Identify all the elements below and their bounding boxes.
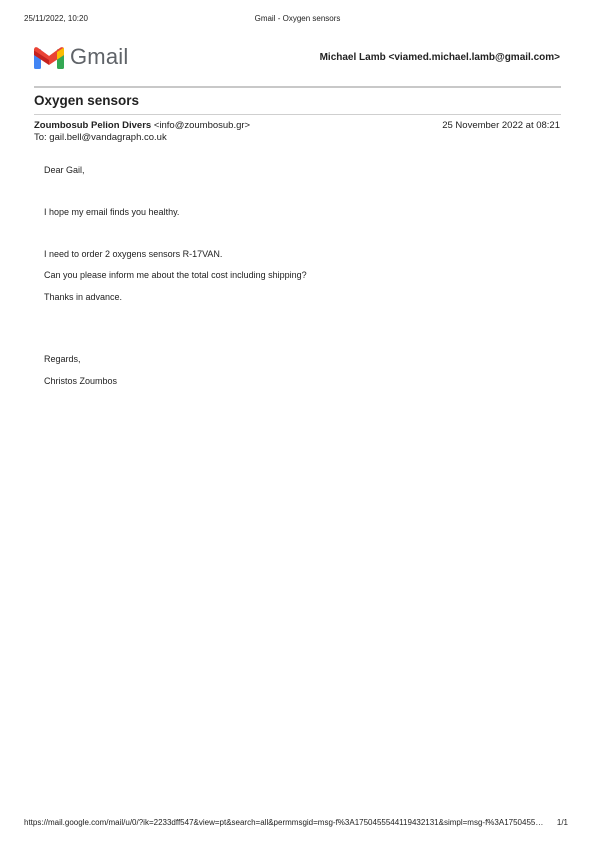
gmail-logo[interactable] xyxy=(34,44,128,70)
body-paragraph: I need to order 2 oxygens sensors R-17VAN. xyxy=(44,249,223,259)
gmail-logo-text: Gmail xyxy=(70,44,129,69)
body-paragraph: Can you please inform me about the total cost including shipping? xyxy=(44,270,307,280)
print-page-number: 1/1 xyxy=(556,818,568,827)
body-paragraph: Thanks in advance. xyxy=(44,292,123,302)
email-date: 25 November 2022 at 08:21 xyxy=(442,120,560,131)
email-sender xyxy=(34,120,250,131)
gmail-logo-icon xyxy=(34,46,64,69)
body-greeting: Dear Gail, xyxy=(44,165,85,175)
account-identity: Michael Lamb <viamed.michael.lamb@gmail.com> xyxy=(319,52,560,63)
header-divider xyxy=(34,86,561,88)
email-recipient: To: gail.bell@vandagraph.co.uk xyxy=(34,132,167,143)
body-paragraph: I hope my email finds you healthy. xyxy=(44,207,180,217)
body-signature: Christos Zoumbos xyxy=(44,376,118,386)
sender-email[interactable]: <info@zoumbosub.gr> xyxy=(153,120,251,131)
print-datetime: 25/11/2022, 10:20 xyxy=(24,14,88,23)
print-url[interactable]: https://mail.google.com/mail/u/0/?ik=2233dff547&view=pt&search=all&permmsgid=msg-f%3A1750455544119432131&simpl=msg-f%3A1750455… xyxy=(24,818,544,827)
body-signoff: Regards, xyxy=(44,354,81,364)
email-subject: Oxygen sensors xyxy=(34,93,140,108)
sender-name: Zoumbosub Pelion Divers xyxy=(34,120,152,131)
print-page-title: Gmail - Oxygen sensors xyxy=(254,14,341,23)
subject-divider xyxy=(34,114,561,115)
